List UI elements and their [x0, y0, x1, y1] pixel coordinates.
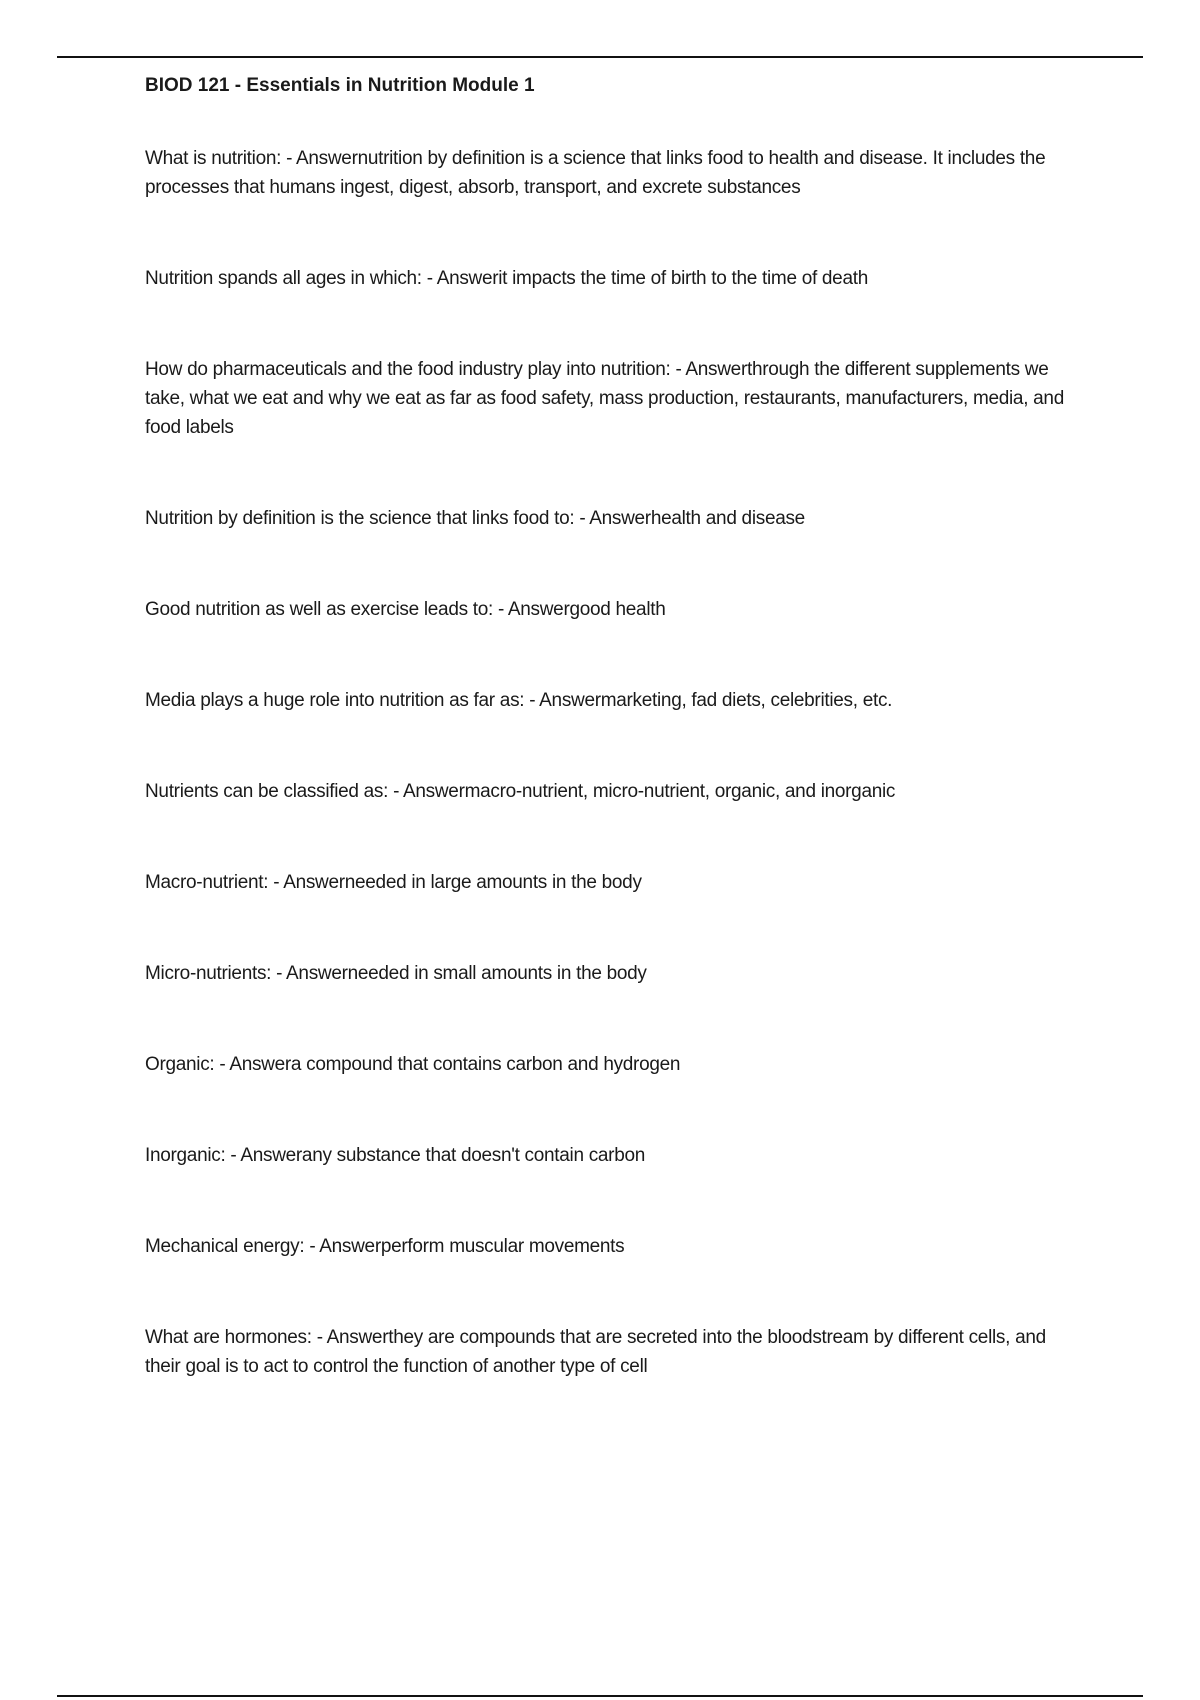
- qa-item: Macro-nutrient: - Answerneeded in large amounts in the body: [145, 872, 642, 893]
- qa-item: What is nutrition: - Answernutrition by definition is a science that links food to health and disease. It includes the processes that humans ingest, digest, absorb, transport, and excrete substances: [145, 148, 1046, 198]
- qa-item: Inorganic: - Answerany substance that doesn't contain carbon: [145, 1145, 646, 1166]
- qa-item: Micro-nutrients: - Answerneeded in small amounts in the body: [145, 963, 647, 984]
- qa-item: Mechanical energy: - Answerperform muscular movements: [145, 1236, 625, 1257]
- qa-item: Nutrition by definition is the science that links food to: - Answerhealth and disease: [145, 508, 805, 529]
- bottom-rule: [57, 1695, 1143, 1697]
- qa-item: Nutrients can be classified as: - Answermacro-nutrient, micro-nutrient, organic, and inorganic: [145, 781, 896, 802]
- qa-item: How do pharmaceuticals and the food industry play into nutrition: - Answerthrough the different supplements we take, what we eat and why we eat as far as food safety, mass production, restaurants, manufacturers, media, and food labels: [145, 359, 1064, 438]
- qa-item: Good nutrition as well as exercise leads to: - Answergood health: [145, 599, 666, 620]
- top-rule: [57, 56, 1143, 58]
- qa-item: Media plays a huge role into nutrition as far as: - Answermarketing, fad diets, celebrities, etc.: [145, 690, 893, 711]
- document-body: [145, 70, 1075, 1443]
- qa-item: Nutrition spands all ages in which: - Answerit impacts the time of birth to the time of death: [145, 268, 868, 289]
- document-title: BIOD 121 - Essentials in Nutrition Module 1: [145, 75, 535, 96]
- qa-list: [145, 144, 1075, 1381]
- qa-item: What are hormones: - Answerthey are compounds that are secreted into the bloodstream by different cells, and their goal is to act to control the function of another type of cell: [145, 1327, 1046, 1377]
- qa-item: Organic: - Answera compound that contains carbon and hydrogen: [145, 1054, 681, 1075]
